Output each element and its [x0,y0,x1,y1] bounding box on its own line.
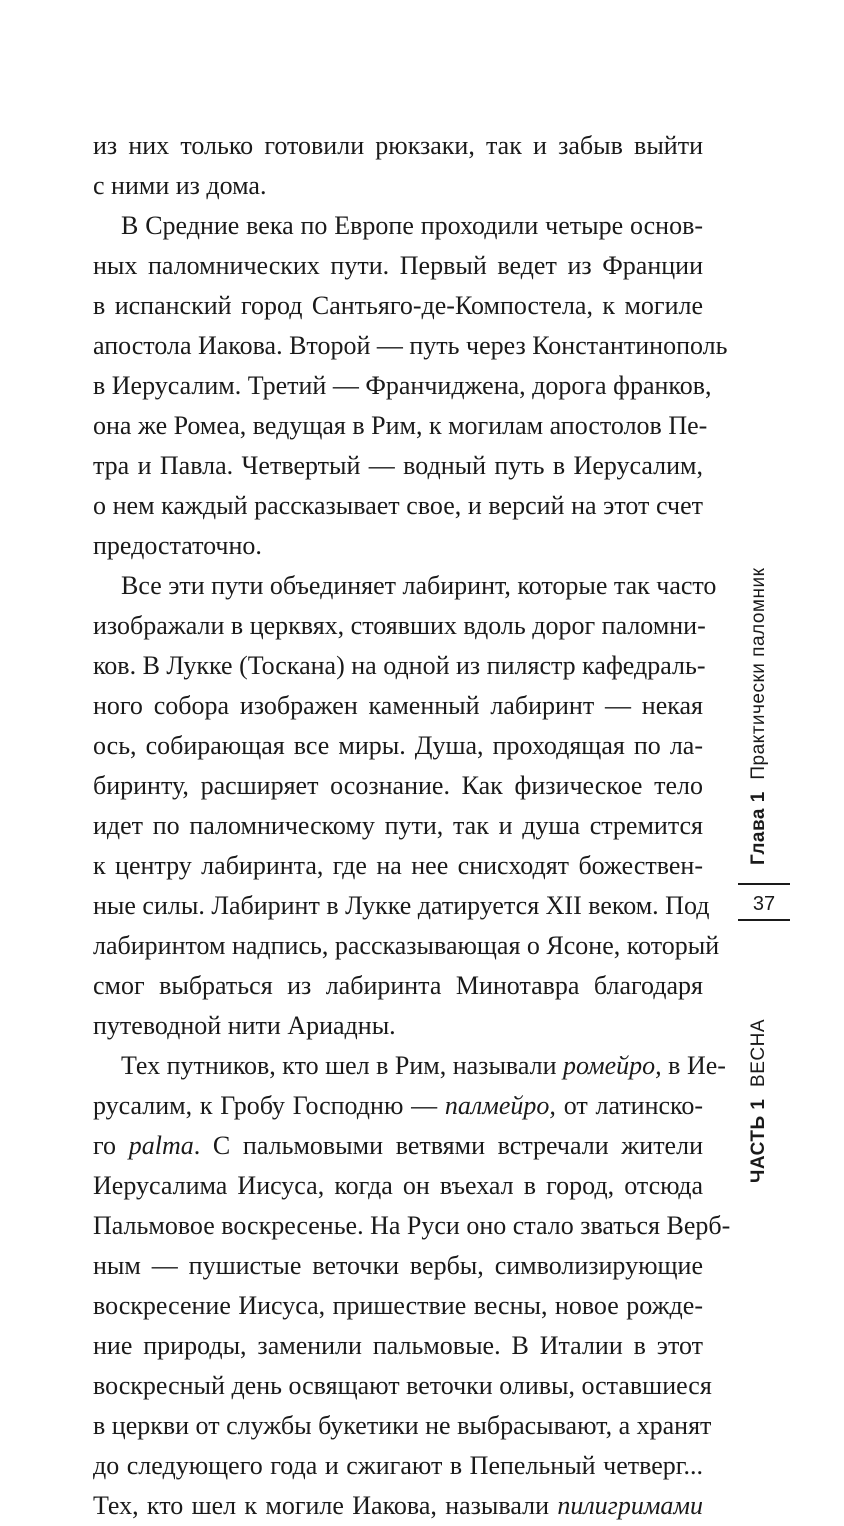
italic-term: пилигримами [557,1491,704,1520]
text-line: изображали в церквях, стоявших вдоль дорог паломни- [93,611,706,640]
text-line: о нем каждый рассказывает свое, и версий на этот счет [93,491,703,520]
part-label: ЧАСТЬ 1 [748,1098,769,1183]
text-line: ные силы. Лабиринт в Лукке датируется XII веком. Под [93,891,710,920]
text-line: Иерусалима Иисуса, когда он въехал в город, отсюда [93,1171,703,1200]
text-line: к центру лабиринта, где на нее снисходят божествен- [93,851,703,880]
text-line: до следующего года и сжигают в Пепельный четверг... [93,1451,703,1480]
text-line: апостола Иакова. Второй — путь через Константинополь [93,331,728,360]
text-line: в Иерусалим. Третий — Франчиджена, дорога франков, [93,371,712,400]
text-line [93,1086,703,1126]
text-line [93,1486,703,1526]
text-line: из них только готовили рюкзаки, так и забыв выйти [93,131,703,160]
text-line: она же Ромеа, ведущая в Рим, к могилам апостолов Пе- [93,411,708,440]
text-line: путеводной нити Ариадны. [93,1011,396,1040]
text-line: ние природы, заменили пальмовые. В Италии в этот [93,1331,703,1360]
part-header [748,998,770,1183]
text-line [93,1126,703,1166]
text-segment: . С пальмовыми ветвями встречали жители [193,1131,703,1160]
text-line: лабиринтом надпись, рассказывающая о Ясоне, который [93,931,720,960]
italic-term: палмейро, [444,1091,556,1120]
text-line: тра и Павла. Четвертый — водный путь в Иерусалим, [93,451,703,480]
italic-term: palma [128,1131,194,1160]
page-number: 37 [752,893,776,915]
main-text [93,126,731,1526]
text-line: Все эти пути объединяет лабиринт, которые так часто [121,571,717,600]
text-line: идет по паломническому пути, так и душа стремится [93,811,703,840]
text-segment: Тех, кто шел к могиле Иакова, называли [93,1491,549,1520]
text-line: ось, собирающая все миры. Душа, проходящая по ла- [93,731,703,760]
text-line: предостаточно. [93,531,262,560]
text-line: ных паломнических пути. Первый ведет из Франции [93,251,703,280]
running-header [738,525,790,1215]
text-segment: русалим, к Гробу Господню — [93,1091,438,1120]
text-line: Пальмовое воскресенье. На Руси оно стало зваться Верб- [93,1211,731,1240]
text-line: ного собора изображен каменный лабиринт — некая [93,691,703,720]
text-segment: от латинско- [563,1091,704,1120]
part-title: ВЕСНА [748,1019,769,1087]
text-line: в испанский город Сантьяго-де-Компостела, к могиле [93,291,703,320]
text-line: биринту, расширяет осознание. Как физическое тело [93,771,703,800]
text-line: ков. В Лукке (Тоскана) на одной из пилястр кафедраль- [93,651,706,680]
text-line: воскресение Иисуса, пришествие весны, новое рожде- [93,1291,703,1320]
text-segment: Тех путников, кто шел в Рим, называли [121,1051,557,1080]
chapter-title: Практически паломник [748,567,769,780]
text-line: воскресный день освящают веточки оливы, оставшиеся [93,1371,712,1400]
text-line: с ними из дома. [93,171,267,200]
text-line: смог выбраться из лабиринта Минотавра благодаря [93,971,703,1000]
text-segment: в Ие- [668,1051,726,1080]
header-divider [738,919,790,921]
text-line: В Средние века по Европе проходили четыре основ- [121,211,703,240]
text-line: в церкви от службы букетики не выбрасывают, а хранят [93,1411,712,1440]
text-line [93,1046,726,1086]
italic-term: ромейро, [563,1051,662,1080]
text-line: ным — пушистые веточки вербы, символизирующие [93,1251,703,1280]
chapter-header [748,525,770,865]
header-divider [738,883,790,885]
chapter-label: Глава 1 [748,791,769,865]
text-segment: го [93,1131,117,1160]
